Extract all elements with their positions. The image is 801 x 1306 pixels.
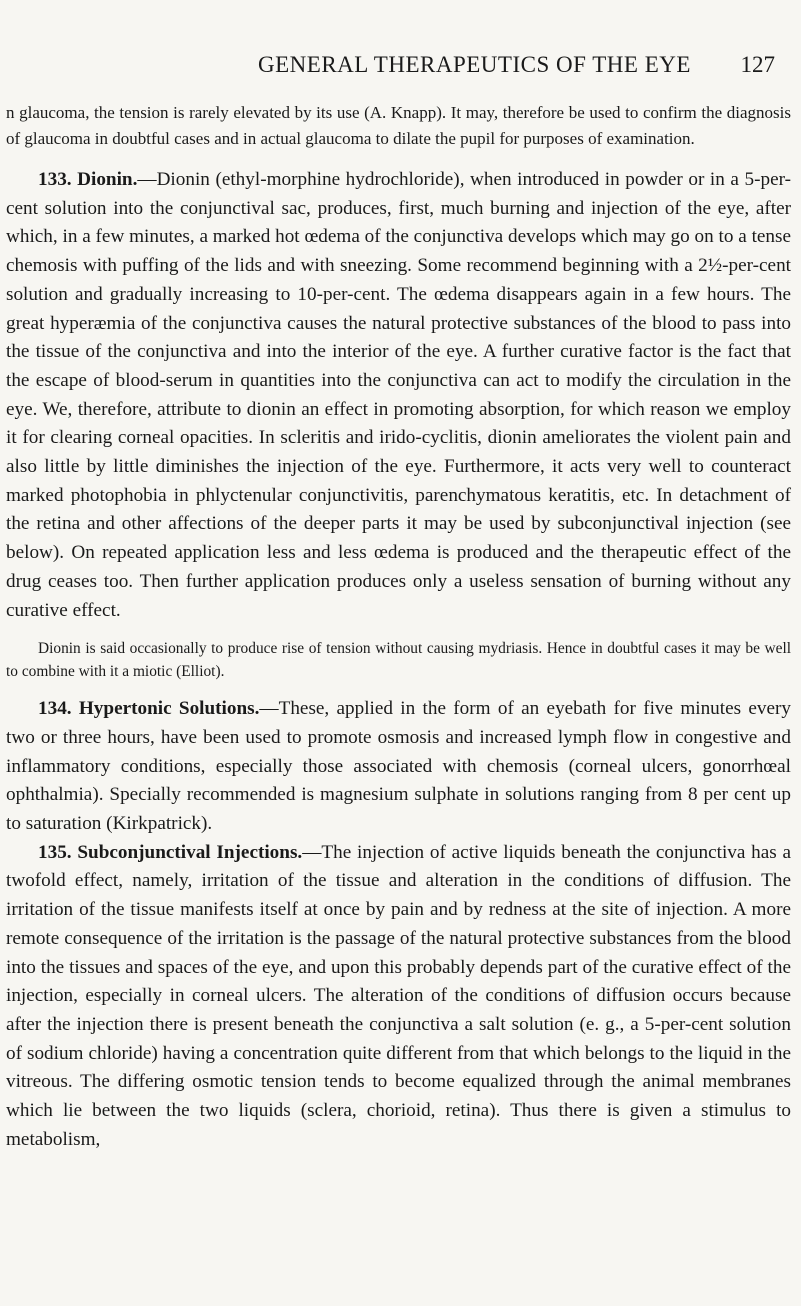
page-number: 127 bbox=[740, 52, 775, 77]
section-heading: 135. Subconjunctival Injections. bbox=[38, 841, 303, 863]
footnote-dionin: Dionin is said occasionally to produce rise of tension without causing mydriasis. Hence in doubtful cases it may be well to combine with it a miotic (Elliot). bbox=[6, 640, 791, 681]
section-text: —Dionin (ethyl-morphine hydrochloride), when introduced in powder or in a 5-per-cent solution into the conjunctival sac, produces, first, much burning and injection of the eye, after which, in a few minutes, a marked hot œdema of the conjunctiva develops which may go on to a tense chemosis with puffing of the lids and with sneezing. Some recommend beginning with a 2½-per-cent solution and gradually increasing to 10-per-cent. The œdema disappears again in a few hours. The great hyperæmia of the conjunctiva causes the natural protective substances of the blood to pass into the tissue of the conjunctiva and into the interior of the eye. A further curative factor is the fact that the escape of blood-serum in quantities into the conjunctiva can act to modify the circulation in the eye. We, therefore, attribute to dionin an effect in promoting absorption, for which reason we employ it for clearing corneal opacities. In scleritis and irido-cyclitis, dionin ameliorates the violent pain and also little by little diminishes the injection of the eye. Furthermore, it acts very well to counteract marked photophobia in phlyctenular conjunctivitis, parenchymatous keratitis, etc. In detachment of the retina and other affections of the deeper parts it may be used by subconjunctival injection (see below). On repeated application less and less œdema is produced and the therapeutic effect of the drug ceases too. Then further application produces only a useless sensation of burning without any curative effect. bbox=[6, 169, 791, 621]
running-title: GENERAL THERAPEUTICS OF THE EYE bbox=[258, 52, 691, 77]
section-text: —The injection of active liquids beneath the conjunctiva has a twofold effect, namely, irritation of the tissue and alteration in the conditions of diffusion. The irritation of the tissue manifests itself at once by pain and by redness at the site of injection. A more remote consequence of the irritation is the passage of the natural protective substances from the blood into the tissues and spaces of the eye, and upon this probably depends part of the curative effect of the injection, especially in corneal ulcers. The alteration of the conditions of diffusion occurs because after the injection there is present beneath the conjunctiva a salt solution (e. g., a 5-per-cent solution of sodium chloride) having a concentration quite different from that which belongs to the liquid in the vitreous. The differing osmotic tension tends to become equalized through the animal membranes which lie between the two liquids (sclera, chorioid, retina). Thus there is given a stimulus to metabolism, bbox=[6, 841, 792, 1150]
paragraph-continued: n glaucoma, the tension is rarely elevated by its use (A. Knapp). It may, therefore be used to confirm the diagnosis of glaucoma in doubtful cases and in actual glaucoma to dilate the pupil for purposes of examination. bbox=[6, 103, 791, 148]
section-heading: 133. Dionin. bbox=[38, 169, 138, 190]
section-134-hypertonic bbox=[6, 695, 791, 839]
running-head bbox=[0, 52, 801, 92]
section-133-dionin bbox=[6, 166, 791, 625]
section-text: —These, applied in the form of an eyebath for five minutes every two or three hours, have been used to promote osmosis and increased lymph flow in congestive and inflammatory conditions, especially those associated with chemosis (corneal ulcers, gonorrhœal ophthalmia). Specially recommended is magnesium sulphate in solutions ranging from 8 per cent up to saturation (Kirkpatrick). bbox=[6, 698, 791, 835]
section-135-subconjunctival bbox=[6, 839, 791, 1155]
page-body bbox=[6, 100, 791, 1155]
section-heading: 134. Hypertonic Solutions. bbox=[38, 698, 260, 720]
